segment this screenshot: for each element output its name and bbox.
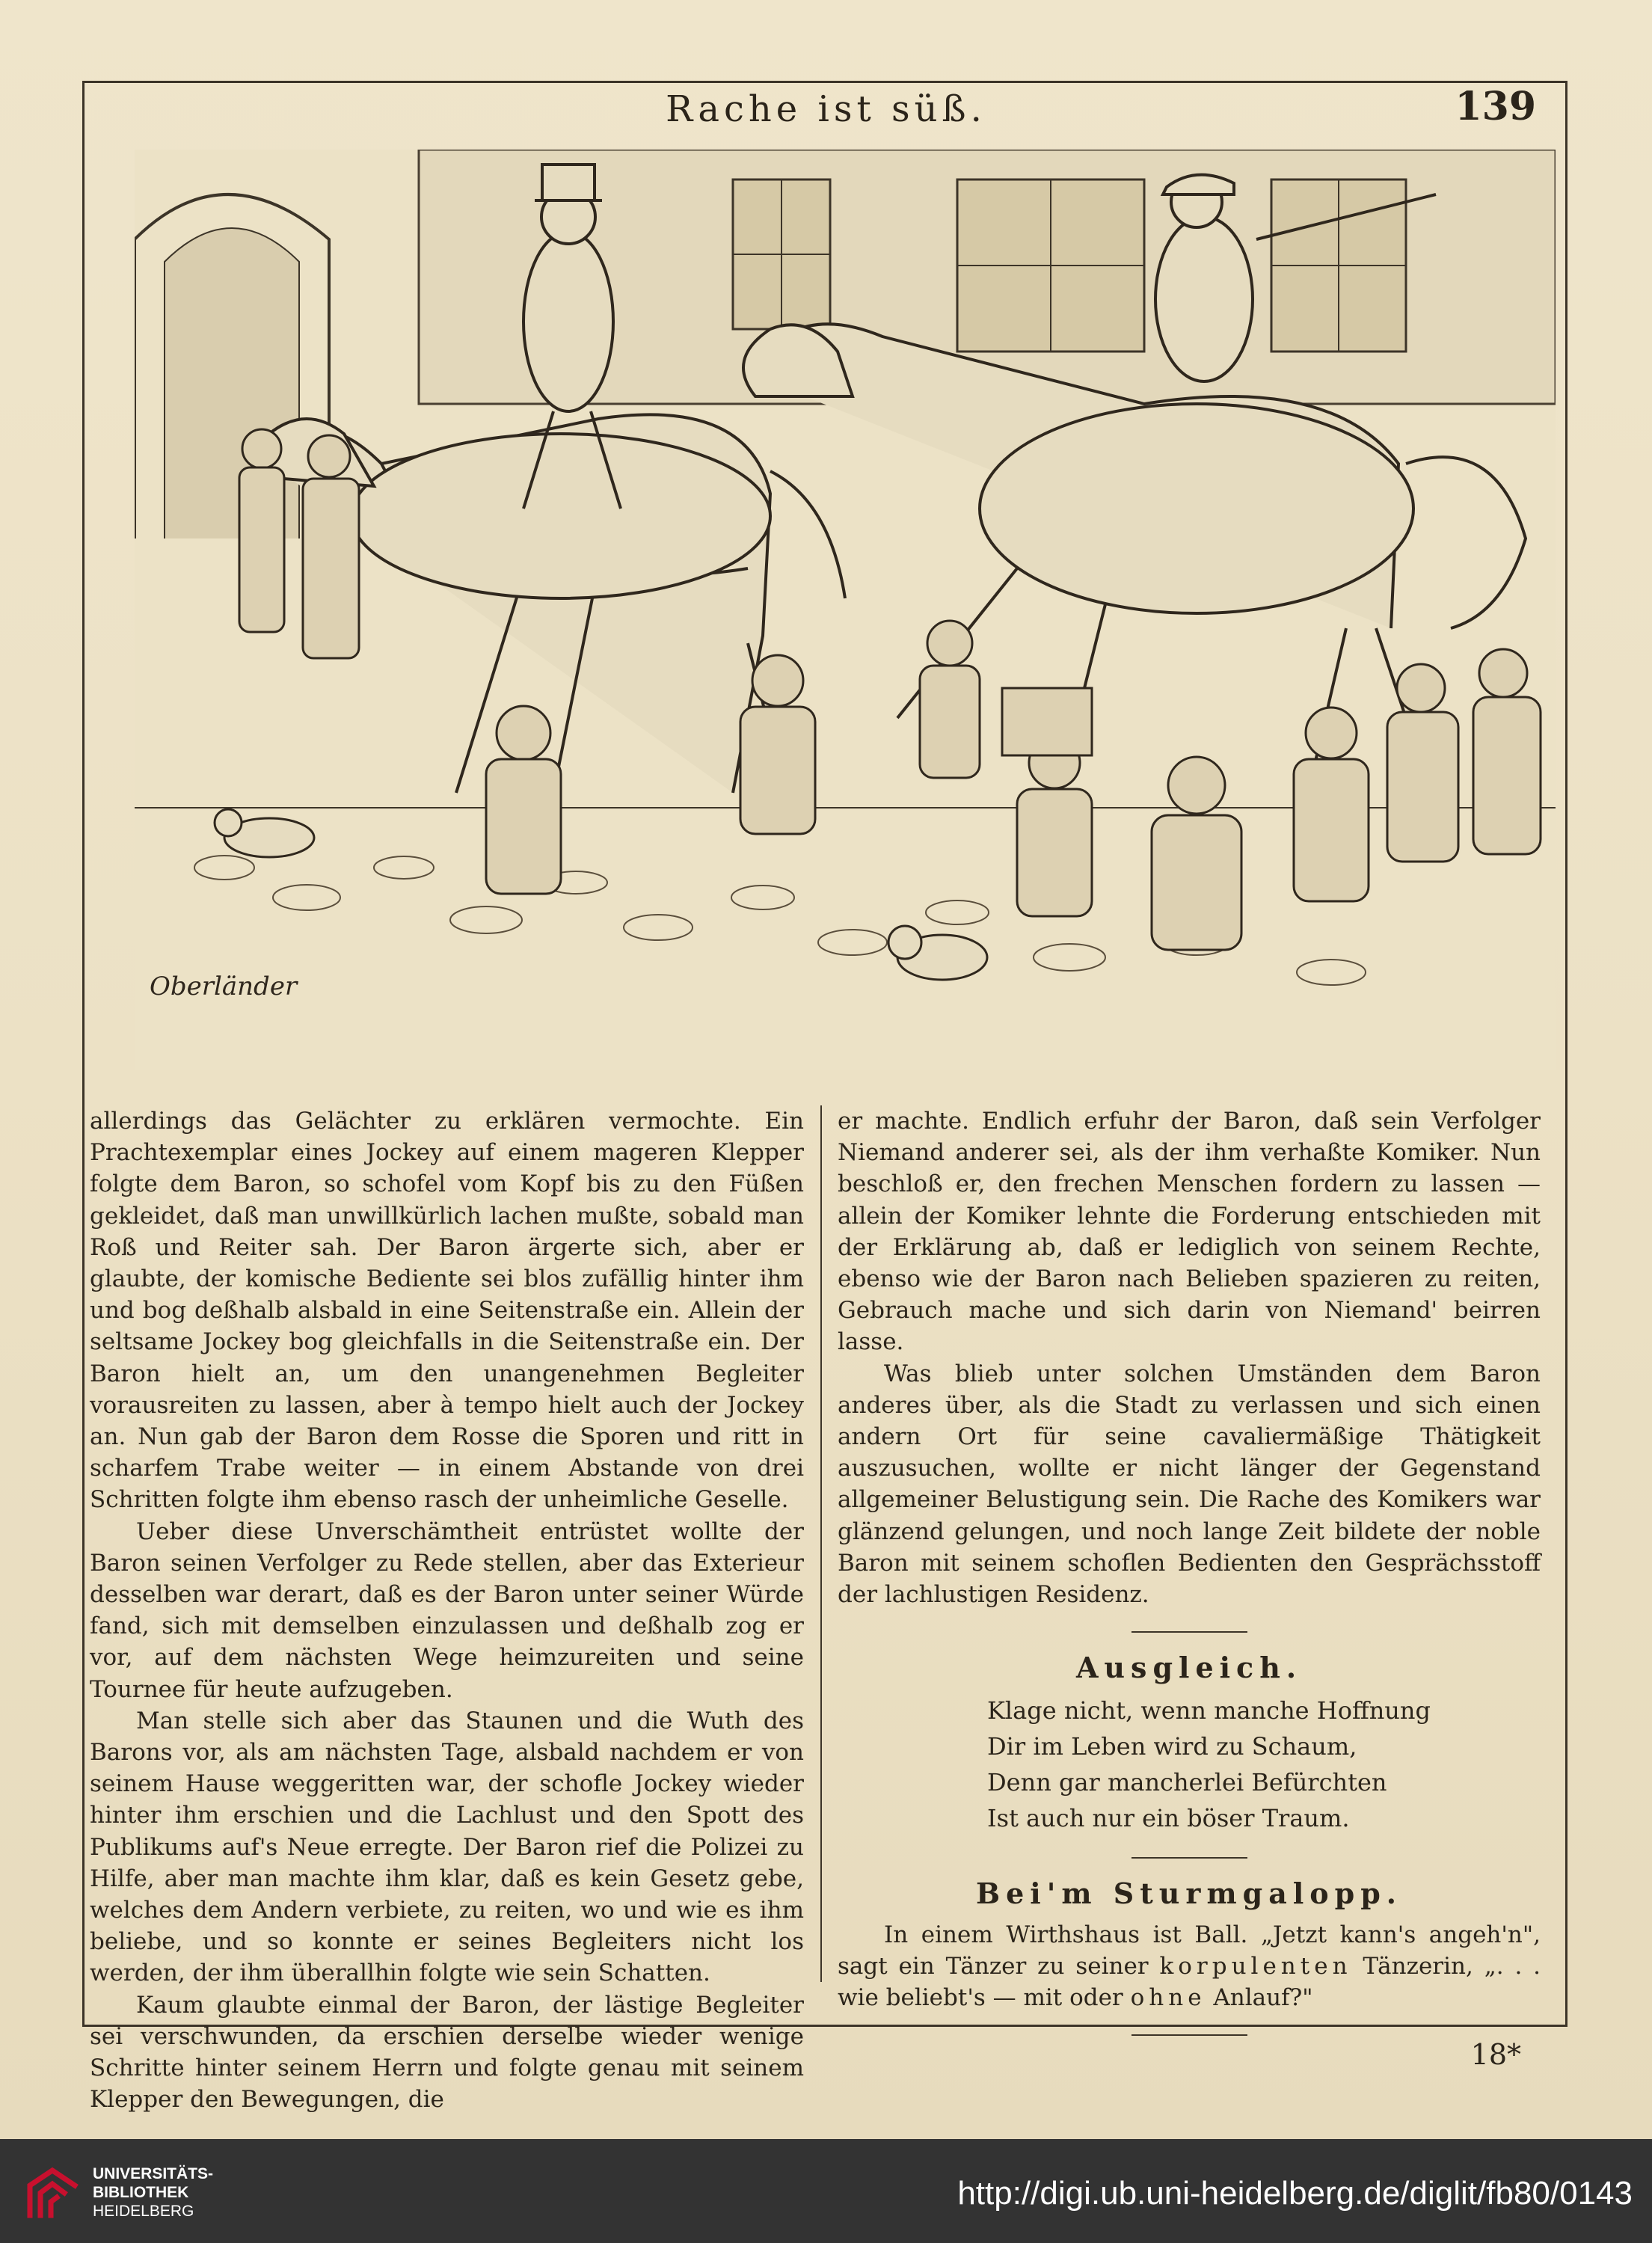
emphasis-word: korpulenten — [1159, 1952, 1352, 1980]
poem-line: Dir im Leben wird zu Schaum, — [987, 1732, 1357, 1761]
library-name[interactable]: UNIVERSITÄTS- BIBLIOTHEK HEIDELBERG — [93, 2165, 214, 2220]
engraving-illustration — [135, 150, 1556, 1070]
printer-signature-mark: 18* — [1470, 2038, 1521, 2071]
library-logo-icon[interactable] — [22, 2163, 82, 2223]
emphasis-word: ohne — [1130, 1984, 1206, 2012]
paragraph: Ueber diese Unverschämtheit entrüstet wollte der Baron seinen Verfolger zu Rede stellen, aber das Exterieur desselben war derart, daß es der Baron unter seiner Würde fand, sich mit demselben einzulassen und deßhalb zog er vor, auf dem nächsten Wege heimzureiten und seine Tournee für heute aufzugeben. — [90, 1518, 804, 1703]
artist-signature: Oberländer — [150, 972, 298, 1001]
section-rule — [1131, 1857, 1247, 1859]
running-title: Rache ist süß. — [666, 88, 986, 130]
paragraph: er machte. Endlich erfuhr der Baron, daß sein Verfolger Niemand anderer sei, als der ihm verhaßte Komiker. Nun beschloß er, den frechen Menschen fordern zu lassen — allein der Komiker lehnte die Forderung entschieden mit der Erklärung ab, daß er lediglich von seinem Rechte, ebenso wie der Baron nach Belieben spazieren zu reiten, Gebrauch mache und sich darin von Niemand' beirren lasse. — [838, 1108, 1541, 1356]
poem-line: Denn gar mancherlei Befürchten — [987, 1768, 1387, 1797]
column-divider — [820, 1105, 822, 1982]
poem-line: Klage nicht, wenn manche Hoffnung — [987, 1696, 1431, 1725]
paragraph: Was blieb unter solchen Umständen dem Baron anderes über, als die Stadt zu verlassen und sich einen andern Ort für seine cavaliermäßige Thätigkeit auszusuchen, wollte er nicht länger der Gegenstand allgemeiner Belustigung sein. Die Rache des Komikers war glänzend gelungen, und noch lange Zeit bildete der noble Baron mit seinem schoflen Bedienten den Gesprächsstoff der lachlustigen Residenz. — [838, 1360, 1541, 1609]
page-number: 139 — [1455, 84, 1536, 129]
poem-title: Ausgleich. — [1075, 1651, 1303, 1685]
right-column — [838, 1105, 1541, 2055]
anecdote-text: In einem Wirthshaus ist Ball. „Jetzt kann's angeh'n", sagt ein Tänzer zu seiner korpulenten Tänzerin, „. . . wie beliebt's — mit oder ohne Anlauf?" — [838, 1921, 1541, 2012]
paragraph: Kaum glaubte einmal der Baron, der lästige Begleiter sei verschwunden, da erschien derselbe wieder wenige Schritte hinter seinem Herrn und folgte genau mit seinem Klepper den Bewegungen, die — [90, 1991, 804, 2114]
paragraph: allerdings das Gelächter zu erklären vermochte. Ein Prachtexemplar eines Jockey auf einem mageren Klepper folgte dem Baron, so schofel vom Kopf bis zu den Füßen gekleidet, daß man unwillkürlich lachen mußte, sobald man Roß und Reiter sah. Der Baron ärgerte sich, aber er glaubte, der komische Bediente sei blos zufällig hinter ihm und bog deßhalb alsbald in eine Seitenstraße ein. Allein der seltsame Jockey bog gleichfalls in die Seitenstraße ein. Der Baron hielt an, um den unangenehmen Begleiter vorausreiten zu lassen, aber à tempo hielt auch der Jockey an. Nun gab der Baron dem Rosse die Sporen und ritt in scharfem Trabe weiter — in einem Abstande von drei Schritten folgte ihm ebenso rasch der unheimliche Geselle. — [90, 1108, 804, 1514]
anecdote-title: Bei'm Sturmgalopp. — [976, 1877, 1402, 1911]
section-rule — [1131, 2034, 1247, 2036]
left-column — [90, 1105, 804, 2116]
street-scene-drawing — [135, 150, 1556, 1070]
paragraph: Man stelle sich aber das Staunen und die Wuth des Barons vor, als am nächsten Tage, alsbald nachdem er von seinem Hause weggeritten war, der schofle Jockey wieder hinter ihm erschien und die Lachlust und den Spott des Publikums auf's Neue erregte. Der Baron rief die Polizei zu Hilfe, aber man machte ihm klar, daß es kein Gesetz gebe, welches dem Andern verbiete, zu reiten, wo und wie es ihm beliebe, und so konnte er seines Begleiters nicht los werden, der ihm überallhin folgte wie sein Schatten. — [90, 1707, 804, 1987]
section-rule — [1131, 1631, 1247, 1633]
footer-bar — [0, 2139, 1652, 2243]
permalink-url[interactable]: http://digi.ub.uni-heidelberg.de/diglit/fb80/0143 — [957, 2175, 1633, 2212]
poem-line: Ist auch nur ein böser Traum. — [987, 1804, 1350, 1833]
